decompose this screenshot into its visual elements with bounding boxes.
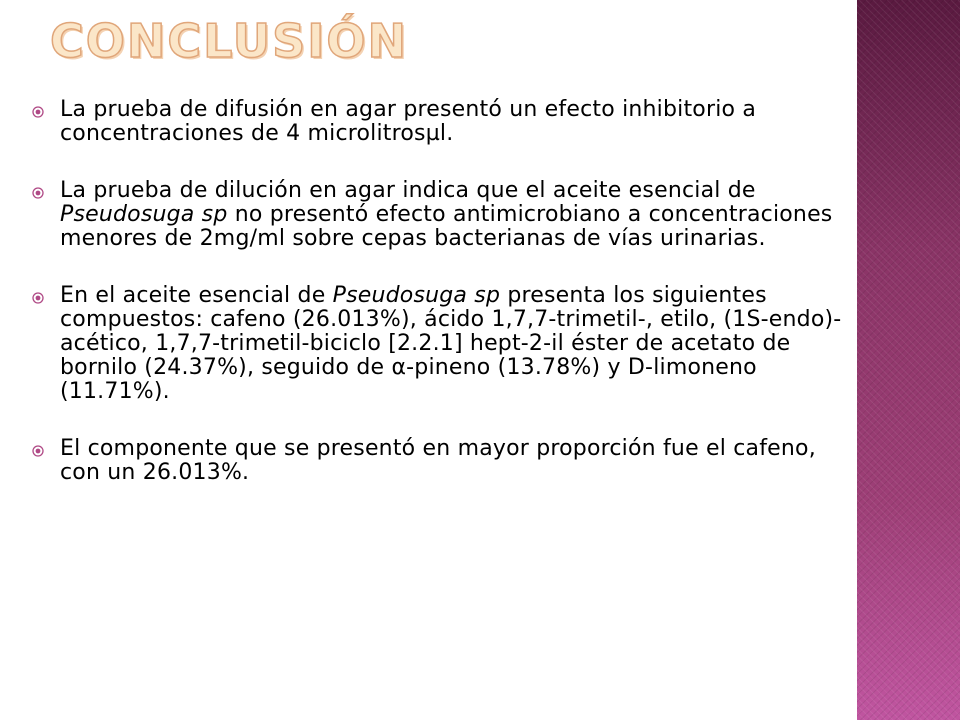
bullet-text-segment: El componente que se presentó en mayor proporción fue el cafeno, con un 26.013%. [60, 436, 816, 485]
bullet-text-segment: La prueba de dilución en agar indica que el aceite esencial de [60, 178, 756, 203]
bullet-list [30, 98, 845, 518]
circle-bullet-icon [32, 445, 44, 457]
circle-bullet-icon [32, 187, 44, 199]
bullet-text-segment: presenta los siguientes compuestos: cafeno (26.013%), ácido 1,7,7-trimetil-, etilo, (1S-endo)-acético, 1,7,7-trimetil-biciclo [2.2.1] hept-2-il éster de acetato de bornilo (24.37%), seguido de α-pineno (13.78%) y D-limoneno (11.71%). [60, 283, 842, 404]
slide-title: CONCLUSIÓN [50, 14, 408, 68]
circle-bullet-icon [32, 106, 44, 118]
species-name: Pseudosuga sp [332, 283, 501, 308]
bullet-text-segment: La prueba de difusión en agar presentó un efecto inhibitorio a concentraciones de 4 microlitrosµl. [60, 97, 757, 146]
bullet-item-1 [30, 98, 845, 146]
bullet-text-4 [60, 437, 845, 485]
decorative-side-panel [857, 0, 960, 720]
bullet-item-4 [30, 437, 845, 485]
circle-bullet-icon [32, 292, 44, 304]
bullet-item-3 [30, 284, 845, 404]
bullet-text-2 [60, 179, 845, 251]
species-name: Pseudosuga sp [60, 202, 228, 227]
bullet-text-segment: no presentó efecto antimicrobiano a concentraciones menores de 2mg/ml sobre cepas bacterianas de vías urinarias. [60, 202, 833, 251]
bullet-item-2 [30, 179, 845, 251]
bullet-text-1 [60, 98, 845, 146]
bullet-text-segment: En el aceite esencial de [60, 283, 333, 308]
bullet-text-3 [60, 284, 845, 404]
